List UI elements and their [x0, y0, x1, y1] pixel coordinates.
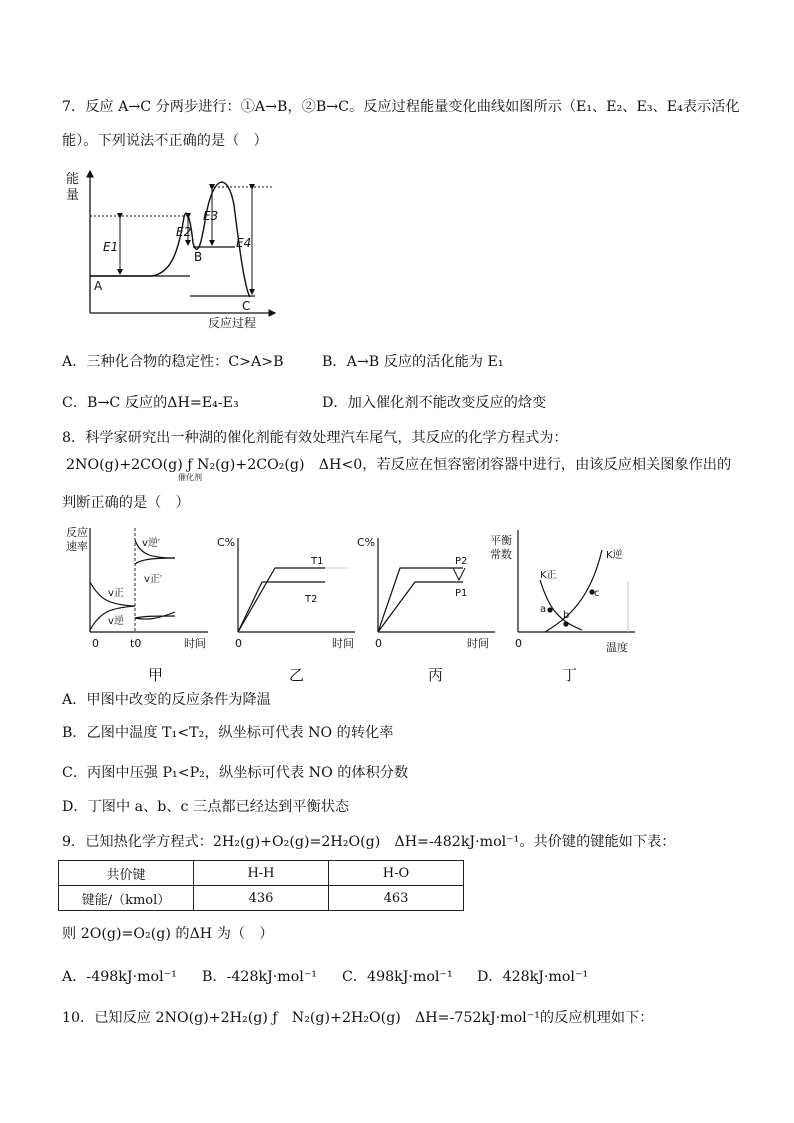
jia-v-zheng: v正 — [108, 588, 124, 599]
bing-ylabel: C% — [357, 536, 376, 549]
q7-E4-label: E4 — [236, 236, 252, 250]
q7-label-A: A — [94, 279, 103, 293]
q8-figure-jia — [60, 520, 210, 655]
ding-K-ni: K逆 — [606, 550, 623, 561]
q8-option-C: C．丙图中压强 P₁<P₂，纵坐标可代表 NO 的体积分数 — [62, 765, 409, 781]
ding-label-a: a — [540, 604, 547, 615]
jia-xlabel: 时间 — [184, 637, 206, 650]
q7-stem-line1: 7．反应 A→C 分两步进行：①A→B，②B→C。反应过程能量变化曲线如图所示（E₁、E₂、E₃、E₄表示活化 — [62, 99, 740, 115]
bing-P2: P2 — [455, 556, 468, 567]
ding-ylabel-1: 平衡 — [490, 534, 512, 547]
ding-origin: 0 — [515, 637, 522, 650]
q9-option-D: D．428kJ·mol⁻¹ — [477, 969, 589, 985]
jia-t0: t0 — [130, 637, 142, 650]
ding-ylabel-2: 常数 — [490, 548, 512, 561]
q7-label-B: B — [194, 250, 203, 264]
q7-option-D: D．加入催化剂不能改变反应的焓变 — [322, 395, 547, 411]
q8-option-D: D．丁图中 a、b、c 三点都已经达到平衡状态 — [62, 799, 350, 815]
q8-figure-yi — [215, 520, 365, 655]
q7-E1-label: E1 — [103, 240, 119, 254]
ding-point-b — [563, 621, 568, 626]
ding-label-b: b — [563, 610, 570, 621]
yi-T1: T1 — [311, 556, 324, 567]
q7-E2-label: E2 — [176, 225, 192, 239]
q8-stem-line3: 判断正确的是（ ） — [62, 495, 190, 511]
table-header-row — [59, 861, 464, 886]
ding-K-zheng: K正 — [540, 570, 557, 581]
table-cell: 键能/（kmol） — [59, 886, 194, 911]
ding-label-c: c — [594, 588, 600, 599]
table-cell: 436 — [194, 886, 329, 911]
caption-ding: 丁 — [562, 666, 578, 684]
q7-stem-line2: 能）。下列说法不正确的是（ ） — [62, 133, 268, 149]
caption-bing: 丙 — [428, 666, 444, 684]
q8-option-B: B．乙图中温度 T₁<T₂，纵坐标可代表 NO 的转化率 — [62, 725, 394, 741]
jia-ylabel-2: 速率 — [66, 540, 88, 553]
yi-ylabel: C% — [217, 536, 236, 549]
q8-stem-line1: 8．科学家研究出一种湖的催化剂能有效处理汽车尾气，其反应的化学方程式为： — [62, 430, 568, 446]
yi-T2: T2 — [305, 594, 318, 605]
jia-v-zheng-prime: v正′ — [144, 574, 163, 585]
yi-origin: 0 — [235, 637, 242, 650]
table-row — [59, 886, 464, 911]
ding-point-a — [547, 607, 552, 612]
ding-xlabel: 温度 — [606, 641, 628, 654]
table-header-cell: H-O — [329, 861, 464, 886]
ding-K-zheng-curve — [540, 580, 582, 630]
q10-stem: 10．已知反应 2NO(g)+2H₂(g) ƒ N₂(g)+2H₂O(g) ΔH=-752kJ·mol⁻¹的反应机理如下： — [62, 1010, 654, 1026]
jia-ylabel-1: 反应 — [66, 526, 88, 539]
bing-xlabel: 时间 — [467, 637, 489, 650]
bing-origin: 0 — [375, 637, 382, 650]
caption-yi: 乙 — [289, 666, 305, 684]
table-cell: 463 — [329, 886, 464, 911]
jia-v-ni: v逆 — [108, 616, 124, 627]
q7-label-C: C — [242, 299, 251, 313]
q8-figure-bing — [355, 520, 505, 655]
q7-option-A: A．三种化合物的稳定性：C>A>B — [62, 354, 284, 370]
table-header-cell: 共价键 — [59, 861, 194, 886]
q8-catalyst-note: 催化剂 — [178, 473, 202, 482]
q9-stem: 9．已知热化学方程式：2H₂(g)+O₂(g)=2H₂O(g) ΔH=-482kJ·mol⁻¹。共价键的键能如下表： — [62, 834, 676, 850]
caption-jia: 甲 — [148, 666, 164, 684]
q9-option-C: C．498kJ·mol⁻¹ — [342, 969, 453, 985]
q7-option-C: C．B→C 反应的ΔH=E₄-E₃ — [62, 395, 239, 411]
q7-xlabel: 反应过程 — [208, 316, 257, 330]
q8-figure-ding — [490, 520, 640, 655]
q9-question: 则 2O(g)=O₂(g) 的ΔH 为（ ） — [62, 926, 274, 942]
q8-option-A: A．甲图中改变的反应条件为降温 — [62, 692, 271, 708]
bing-P1: P1 — [455, 588, 468, 599]
q7-ylabel-2: 量 — [66, 188, 80, 203]
q9-option-A: A．-498kJ·mol⁻¹ — [62, 969, 177, 985]
bond-energy-table — [58, 860, 464, 911]
jia-v-ni-prime: v逆′ — [142, 538, 161, 549]
jia-origin: 0 — [92, 637, 99, 650]
q9-option-B: B．-428kJ·mol⁻¹ — [202, 969, 317, 985]
q8-equation: 2NO(g)+2CO(g) ƒ N₂(g)+2CO₂(g) ΔH<0，若反应在恒容密闭容器中进行，由该反应相关图象作出的 — [66, 457, 732, 473]
q7-energy-diagram — [60, 165, 280, 335]
table-header-cell: H-H — [194, 861, 329, 886]
q7-E3-label: E3 — [203, 209, 219, 223]
q7-option-B: B．A→B 反应的活化能为 E₁ — [322, 354, 504, 370]
yi-xlabel: 时间 — [332, 637, 354, 650]
q7-ylabel-1: 能 — [66, 172, 80, 187]
